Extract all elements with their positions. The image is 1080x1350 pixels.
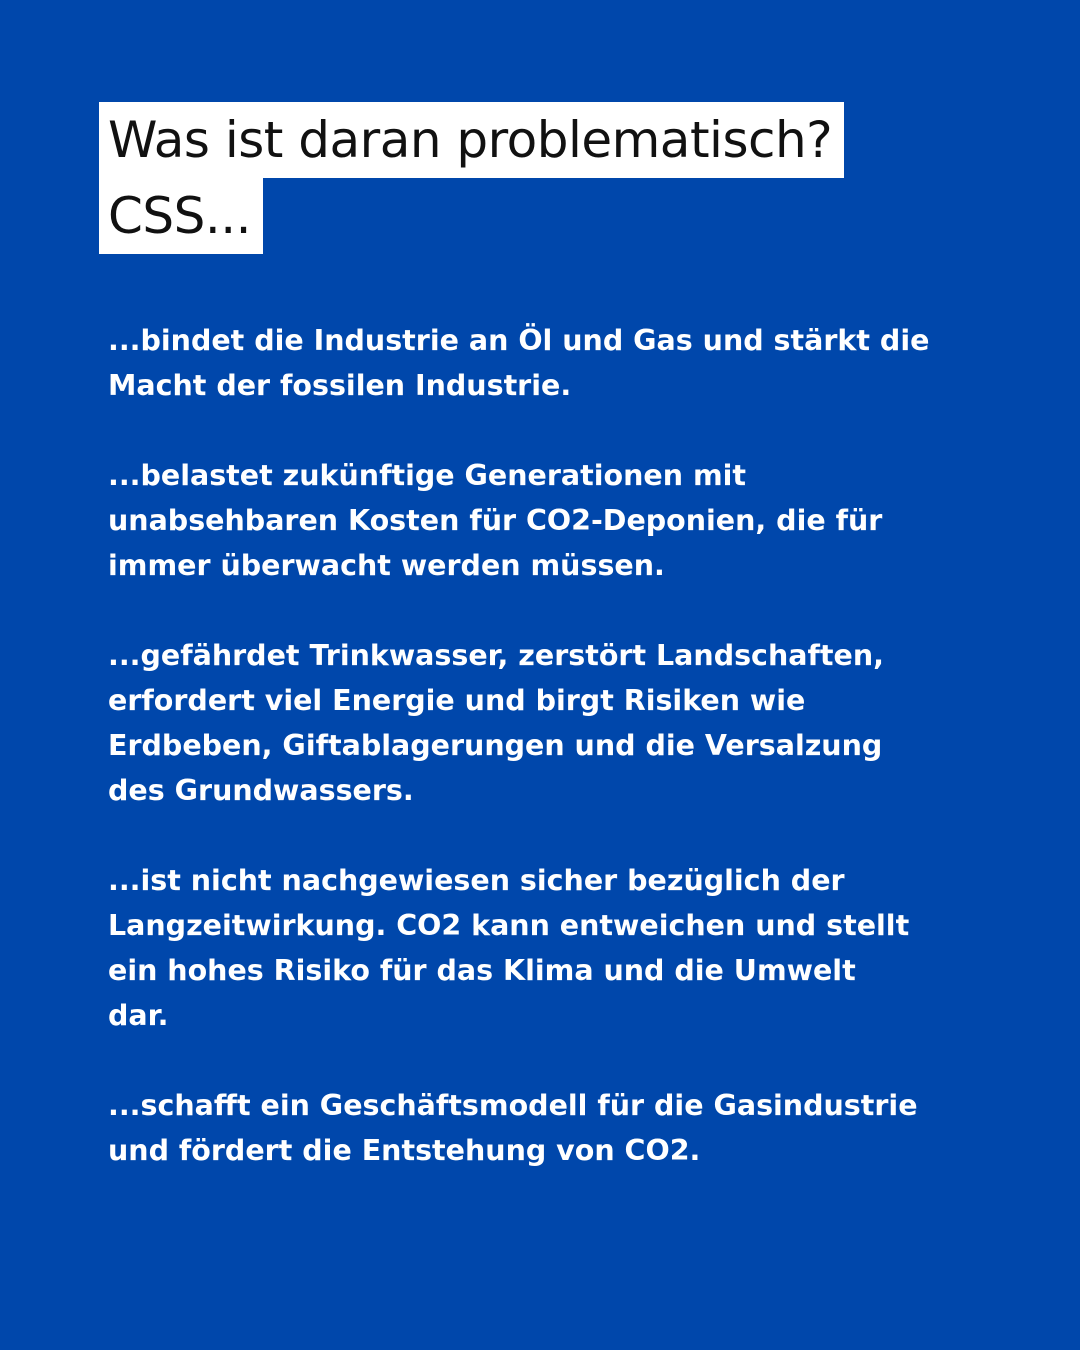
problem-item-future-generations bbox=[108, 453, 1008, 588]
problem-text-line: ...schafft ein Geschäftsmodell für die Gasindustrie bbox=[108, 1089, 918, 1122]
problem-text-line: Erdbeben, Giftablagerungen und die Versalzung bbox=[108, 729, 883, 762]
problem-text-line: unabsehbaren Kosten für CO2-Deponien, die für bbox=[108, 504, 883, 537]
problem-text-line: Langzeitwirkung. CO2 kann entweichen und stellt bbox=[108, 909, 910, 942]
problem-text-line: ein hohes Risiko für das Klima und die Umwelt bbox=[108, 954, 856, 987]
problem-item-environment-risks bbox=[108, 633, 1008, 813]
problem-list bbox=[108, 318, 1008, 1218]
problem-text-line: ...ist nicht nachgewiesen sicher bezüglich der bbox=[108, 864, 845, 897]
problem-item-long-term-safety bbox=[108, 858, 1008, 1038]
problem-text-line: Macht der fossilen Industrie. bbox=[108, 369, 572, 402]
problem-item-fossil-industry bbox=[108, 318, 1008, 408]
problem-text-line: dar. bbox=[108, 999, 169, 1032]
problem-text-line: ...gefährdet Trinkwasser, zerstört Landschaften, bbox=[108, 639, 884, 672]
problem-text-line: erfordert viel Energie und birgt Risiken wie bbox=[108, 684, 806, 717]
problem-text-line: des Grundwassers. bbox=[108, 774, 414, 807]
page-title bbox=[99, 102, 959, 254]
title-line-2: CSS... bbox=[99, 178, 263, 254]
problem-text-line: ...bindet die Industrie an Öl und Gas und stärkt die bbox=[108, 324, 930, 357]
problem-item-gas-business-model bbox=[108, 1083, 1008, 1173]
problem-text-line: ...belastet zukünftige Generationen mit bbox=[108, 459, 747, 492]
title-line-1: Was ist daran problematisch? bbox=[99, 102, 844, 178]
problem-text-line: immer überwacht werden müssen. bbox=[108, 549, 665, 582]
problem-text-line: und fördert die Entstehung von CO2. bbox=[108, 1134, 701, 1167]
